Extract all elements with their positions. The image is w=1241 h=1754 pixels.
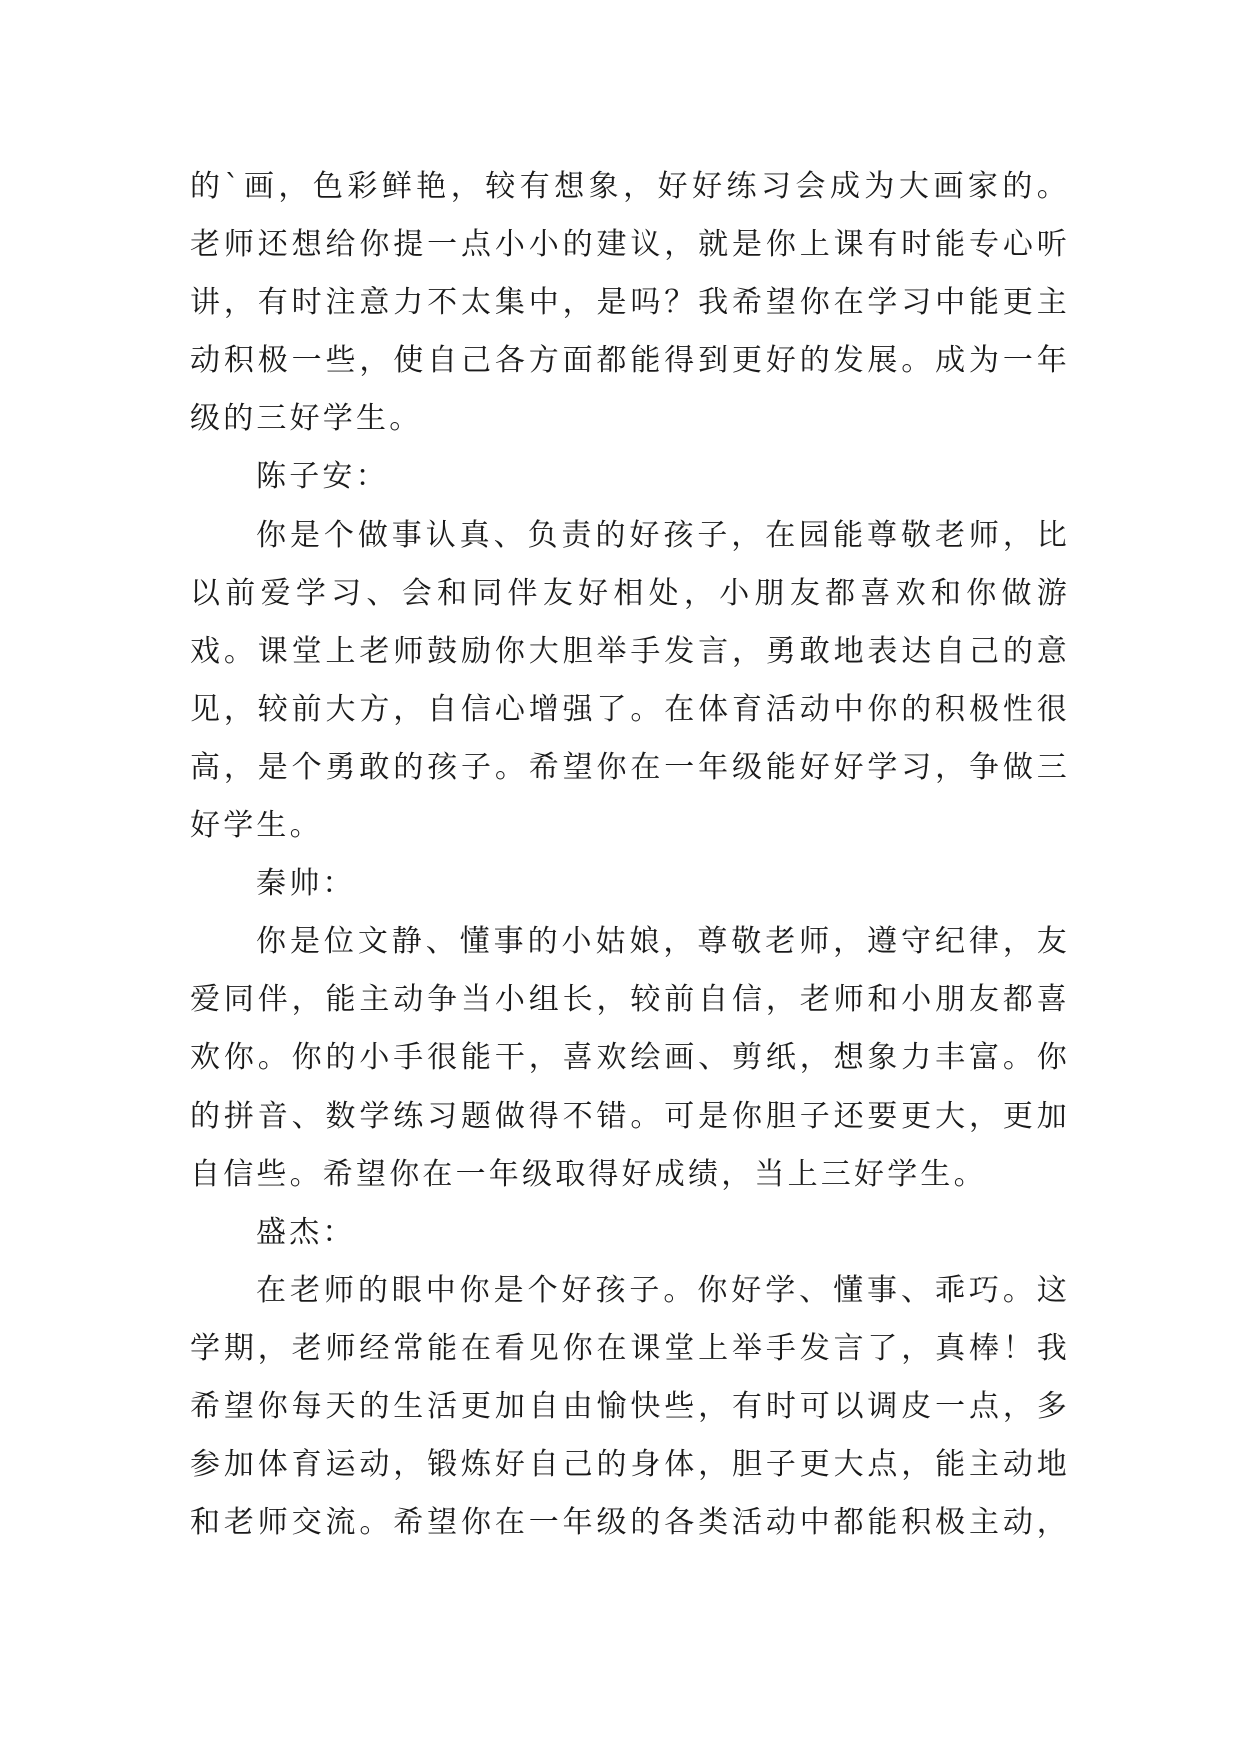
comment-sheng-jie: 在老师的眼中你是个好孩子。你好学、懂事、乖巧。这学期，老师经常能在看见你在课堂上举手发言了，真棒！我希望你每天的生活更加自由愉快些，有时可以调皮一点，多参加体育运动，锻炼好自己的身体，胆子更大点，能主动地和老师交流。希望你在一年级的各类活动中都能积极主动， [190, 1272, 1070, 1541]
paragraph-continuation: 的`画，色彩鲜艳，较有想象，好好练习会成为大画家的。老师还想给你提一点小小的建议，就是你上课有时能专心听讲，有时注意力不太集中，是吗？我希望你在学习中能更主动积极一些，使自己各方面都能得到更好的发展。成为一年级的三好学生。 [190, 169, 1070, 437]
comment-qin-shuai: 你是位文静、懂事的小姑娘，尊敬老师，遵守纪律，友爱同伴，能主动争当小组长，较前自信，老师和小朋友都喜欢你。你的小手很能干，喜欢绘画、剪纸，想象力丰富。你的拼音、数学练习题做得不错。可是你胆子还要更大，更加自信些。希望你在一年级取得好成绩，当上三好学生。 [190, 924, 1070, 1192]
student-name-chen-zian: 陈子安： [256, 459, 389, 495]
document-body [190, 158, 1070, 1552]
student-name-sheng-jie: 盛杰： [256, 1214, 356, 1250]
comment-chen-zian: 你是个做事认真、负责的好孩子，在园能尊敬老师，比以前爱学习、会和同伴友好相处，小朋友都喜欢和你做游戏。课堂上老师鼓励你大胆举手发言，勇敢地表达自己的意见，较前大方，自信心增强了。在体育活动中你的积极性很高，是个勇敢的孩子。希望你在一年级能好好学习，争做三好学生。 [190, 517, 1070, 844]
student-name-qin-shuai: 秦帅： [256, 866, 356, 902]
